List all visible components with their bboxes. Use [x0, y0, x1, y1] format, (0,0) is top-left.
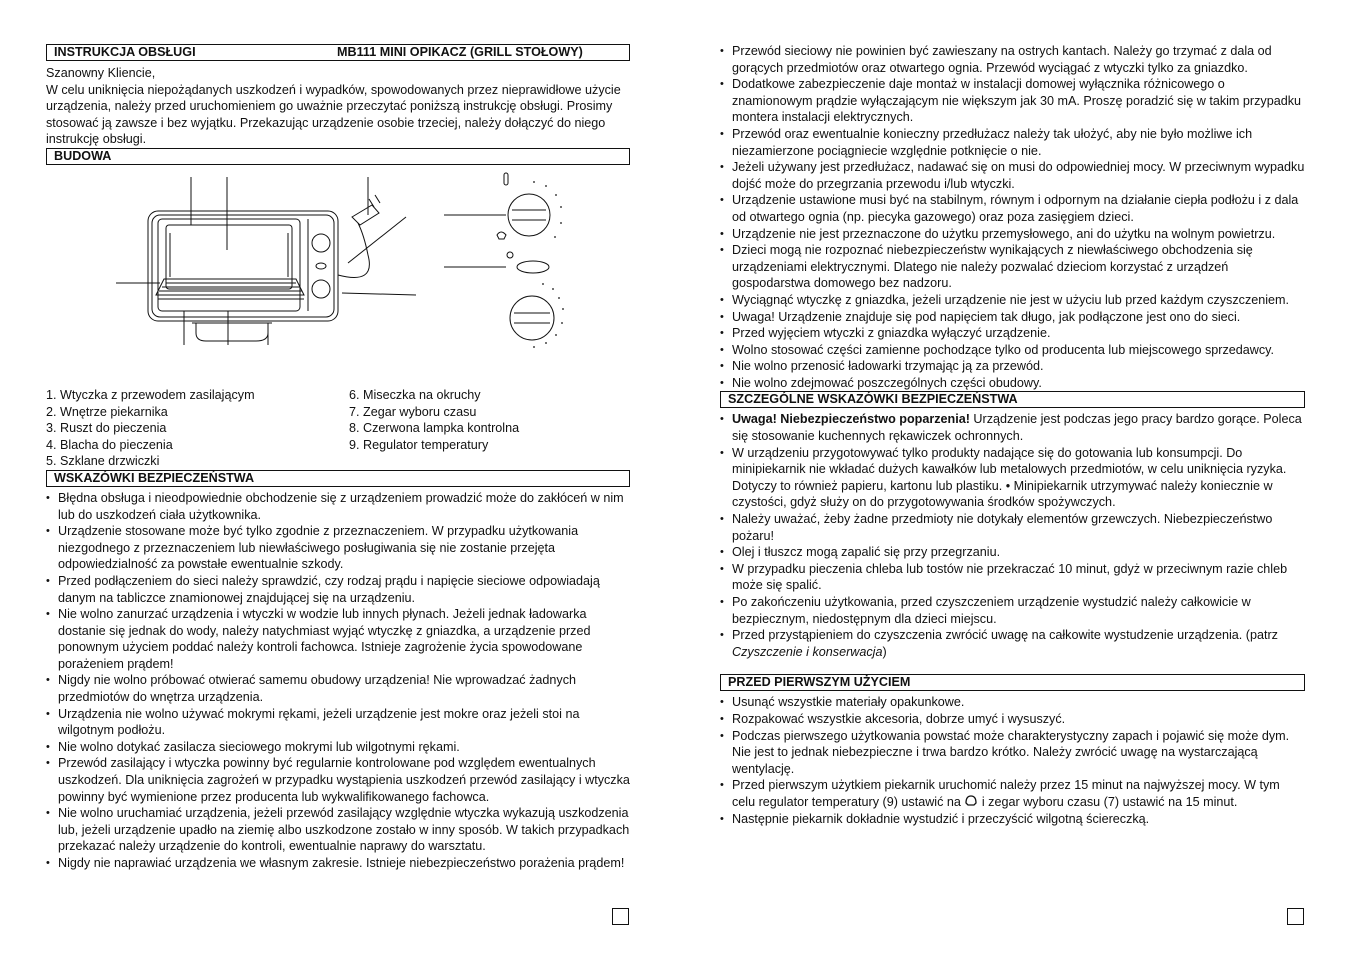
list-text: Przed przystąpieniem do czyszczenia zwrócić uwagę na całkowite wystudzenie urządzenia. (patrz — [732, 628, 1278, 643]
legend-item: 3. Ruszt do pieczenia — [46, 421, 167, 436]
legend-item: 9. Regulator temperatury — [349, 437, 489, 452]
list-item: • W urządzeniu przygotowywać tylko produkty nadające się do gotowania lub konsumpcji. Do minipiekarnik nie wkładać dużych kawałków lub metalowych przedmiotów, w celu uniknięcia ryzyka. Dotyczy to również papieru, kartonu lub plastiku. • Minipiekarnik utrzymywać należy koniecznie w czystości, gdyż służy on do przygotowywania środków spożywczych. — [720, 445, 1305, 511]
legend-item: 8. Czerwona lampka kontrolna — [349, 421, 520, 436]
list-item: • Po zakończeniu użytkowania, przed czyszczeniem urządzenie wystudzić należy całkowicie w bezpiecznym, niedostępnym dla dzieci miejscu. — [720, 594, 1305, 627]
reference-italic: Czyszczenie i konserwacja — [732, 644, 883, 659]
warning-bold: Uwaga! Niebezpieczeństwo poparzenia! — [732, 412, 970, 427]
legend-item: 2. Wnętrze piekarnika — [46, 404, 168, 419]
legend-item: 5. Szklane drzwiczki — [46, 454, 160, 469]
legend-item: 1. Wtyczka z przewodem zasilającym — [46, 387, 255, 402]
section-title: WSKAZÓWKI BEZPIECZEŃSTWA — [54, 470, 255, 485]
legend-item: 6. Miseczka na okruchy — [349, 387, 481, 402]
list-item: • Przewód oraz ewentualnie konieczny przedłużacz należy tak ułożyć, aby nie było możliwe ich niezamierzone pociągniecie względnie potknięcie o nie. — [720, 126, 1305, 159]
page-number-box-right — [1287, 908, 1304, 925]
list-item: • Nigdy nie naprawiać urządzenia we własnym zakresie. Istnieje niebezpieczeństwo porażenia prądem! — [46, 855, 630, 872]
list-item: • Nie wolno zdejmować poszczególnych części obudowy. — [720, 375, 1305, 392]
list-text: i zegar wyboru czasu (7) ustawić na 15 minut. — [978, 794, 1238, 809]
section-title: PRZED PIERWSZYM UŻYCIEM — [728, 675, 911, 690]
left-page — [46, 44, 630, 872]
list-item: • Usunąć wszystkie materiały opakunkowe. — [720, 694, 1305, 711]
list-item: • Należy uważać, żeby żadne przedmioty nie dotykały elementów grzewczych. Niebezpieczeństwo pożaru! — [720, 511, 1305, 544]
section-heading-special — [720, 391, 1305, 408]
section-title: BUDOWA — [54, 148, 112, 163]
page-header — [46, 44, 630, 61]
page-number-box-left — [612, 908, 629, 925]
section-heading-budowa — [46, 148, 630, 165]
safety-list-continued — [720, 43, 1305, 391]
oven-diagram — [46, 165, 630, 385]
list-item: • Nie wolno zanurzać urządzenia i wtyczki w wodzie lub innych płynach. Jeżeli jednak ładowarka dostanie się jednak do wody, należy natychmiast wyjąć wtyczkę z gniazdka, a urządzenie przed ponownym użyciem poddać należy kontroli fachowca. Istnieje zagrożenie życia spowodowane porażeniem prądem! — [46, 606, 630, 672]
list-item: • W przypadku pieczenia chleba lub tostów nie przekraczać 10 minut, gdyż w przeciwnym razie chleb może się spalić. — [720, 561, 1305, 594]
list-item: • Dodatkowe zabezpieczenie daje montaż w instalacji domowej wyłącznika różnicowego o znamionowym prądzie wyłączającym nie większym jak 30 mA. Proszę poradzić się w takim przypadku montera instalacji elektrycznych. — [720, 76, 1305, 126]
intro-paragraph: W celu uniknięcia niepożądanych uszkodzeń i wypadków, spowodowanych przez nieprawidłowe użycie urządzenia, należy przed uruchomieniem go uważnie przeczytać poniższą instrukcję obsługi. Prosimy stosować ją zawsze i bez wyjątku. Przekazując urządzenie osobie trzeciej, należy dołączyć do niego instrukcję obsługi. — [46, 82, 621, 147]
legend-item: 7. Zegar wyboru czasu — [349, 404, 477, 419]
list-item: • Urządzenia nie wolno używać mokrymi rękami, jeżeli urządzenie jest mokre oraz jeżeli stoi na wilgotnym podłożu. — [46, 706, 630, 739]
legend-item: 4. Blacha do pieczenia — [46, 437, 173, 452]
list-item: • Przed wyjęciem wtyczki z gniazdka wyłączyć urządzenie. — [720, 325, 1305, 342]
list-item: • Uwaga! Urządzenie znajduje się pod napięciem tak długo, jak podłączone jest ono do sieci. — [720, 309, 1305, 326]
list-item: • Dzieci mogą nie rozpoznać niebezpieczeństw wynikających z niewłaściwego obchodzenia się urządzeniami elektrycznymi. Dlatego nie należy pozwalać dzieciom korzystać z urządzeń gospodarstwa domowego bez nadzoru. — [720, 242, 1305, 292]
list-item: • Przewód sieciowy nie powinien być zawieszany na ostrych kantach. Należy go trzymać z dala od gorących przedmiotów oraz otwartego ognia. Przewód wyciągać z wtyczki tylko za gniazdko. — [720, 43, 1305, 76]
list-text: Przed pierwszym użytkiem piekarnik uruchomić należy przez 15 minut na najwyższej mocy. W tym celu regulator temperatury (9) ustawić na — [732, 778, 1280, 809]
list-item: • Nie wolno uruchamiać urządzenia, jeżeli przewód zasilający względnie wtyczka wykazują uszkodzenia lub, jeżeli urządzenie upadło na ziemię albo uszkodzone zostało w inny sposób. W takich przypadkach przekazać należy urządzenie do kontroli, ewentualnie naprawy do warsztatu. — [46, 805, 630, 855]
list-item: • Rozpakować wszystkie akcesoria, dobrze umyć i wysuszyć. — [720, 711, 1305, 728]
list-item: • Olej i tłuszcz mogą zapalić się przy przegrzaniu. — [720, 544, 1305, 561]
list-item: • Przewód zasilający i wtyczka powinny być regularnie kontrolowane pod względem ewentualnych uszkodzeń. Dla uniknięcia zagrożeń w przypadku wystąpienia uszkodzeń przewód zasilający i wtyczka powinny być wymienione przez producenta lub wykwalifikowanego fachowca. — [46, 755, 630, 805]
section-heading-first-use — [720, 674, 1305, 691]
section-title: SZCZEGÓLNE WSKAZÓWKI BEZPIECZEŃSTWA — [728, 392, 1018, 407]
list-item — [720, 627, 1305, 660]
list-item: • Nie wolno przenosić ładowarki trzymając ją za przewód. — [720, 358, 1305, 375]
section-heading-safety — [46, 470, 630, 487]
list-item: • Urządzenie stosowane może być tylko zgodnie z przeznaczeniem. W przypadku użytkowania niezgodnego z przeznaczeniem lub niewłaściwego posługiwania się nie zostanie przejęta odpowiedzialność za powstałe ewentualnie szkody. — [46, 523, 630, 573]
safety-list — [46, 490, 630, 872]
list-item: • Nigdy nie wolno próbować otwierać samemu obudowy urządzenia! Nie wprowadzać żadnych przedmiotów do wnętrza urządzenia. — [46, 672, 630, 705]
greeting: Szanowny Kliencie, — [46, 66, 156, 80]
parts-legend — [46, 387, 630, 470]
list-item: • Urządzenie ustawione musi być na stabilnym, równym i odpornym na działanie ciepła podłożu i z dala od otwartego ognia (np. piecyka gazowego) oraz poza zasięgiem dzieci. — [720, 192, 1305, 225]
list-item: • Podczas pierwszego użytkowania powstać może charakterystyczny zapach i pojawić się może dym. Nie jest to jednak niebezpieczne i trwa bardzo krótko. Należy zwrócić uwagę na wystarczającą wentylację. — [720, 728, 1305, 778]
first-use-list — [720, 694, 1305, 827]
list-item: • Urządzenie nie jest przeznaczone do użytku przemysłowego, ani do użytku na wolnym powietrzu. — [720, 226, 1305, 243]
list-item: • Wolno stosować części zamienne pochodzące tylko od producenta lub miejscowego sprzedawcy. — [720, 342, 1305, 359]
list-item: • Wyciągnąć wtyczkę z gniazdka, jeżeli urządzenie nie jest w użyciu lub przed każdym czyszczeniem. — [720, 292, 1305, 309]
right-page — [720, 43, 1305, 827]
list-text: ) — [882, 644, 887, 659]
list-item — [720, 777, 1305, 810]
list-item: • Jeżeli używany jest przedłużacz, nadawać się on musi do odpowiedniej mocy. W przeciwnym wypadku dojść może do przegrzania przewodu i/lub wtyczki. — [720, 159, 1305, 192]
list-item: • Nie wolno dotykać zasilacza sieciowego mokrymi lub wilgotnymi rękami. — [46, 739, 630, 756]
warning-text: Urządzenie jest podczas jego pracy bardzo gorące. Poleca się stosowanie kuchennych rękawiczek ochronnych. — [732, 412, 1302, 444]
top-heat-icon — [964, 794, 978, 807]
list-item: • Błędna obsługa i nieodpowiednie obchodzenie się z urządzeniem prowadzić może do zakłóceń w nim lub do uszkodzeń ciała użytkownika. — [46, 490, 630, 523]
model-title: MB111 MINI OPIKACZ (GRILL STOŁOWY) — [337, 45, 583, 59]
special-list — [720, 411, 1305, 660]
list-item: • Następnie piekarnik dokładnie wystudzić i przeczyścić wilgotną ściereczką. — [720, 811, 1305, 828]
manual-title: INSTRUKCJA OBSŁUGI — [54, 45, 196, 59]
list-item — [720, 411, 1305, 444]
list-item: • Przed podłączeniem do sieci należy sprawdzić, czy rodzaj prądu i napięcie sieciowe odpowiadają danym na tabliczce znamionowej znajdującej się na urządzeniu. — [46, 573, 630, 606]
